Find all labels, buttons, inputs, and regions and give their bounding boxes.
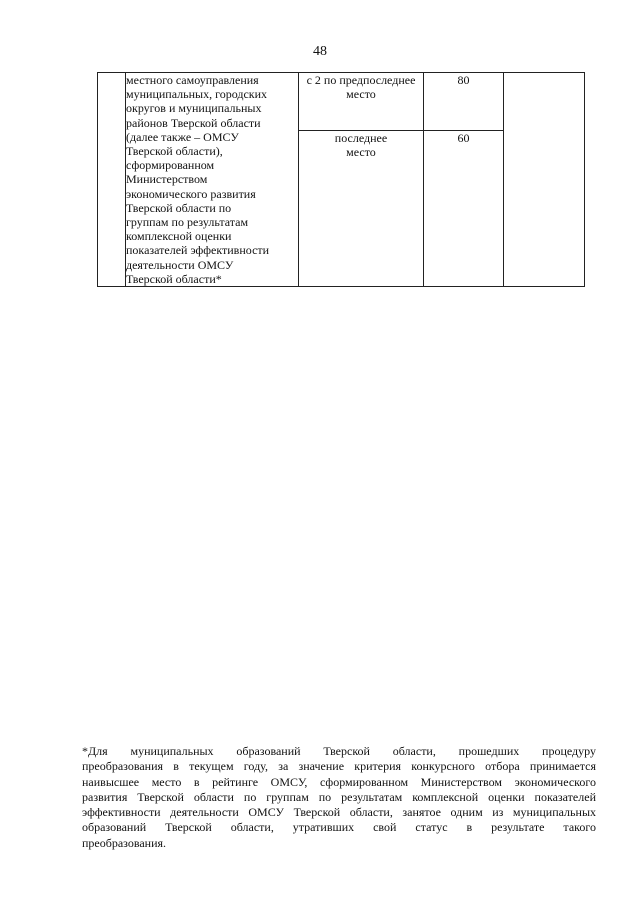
criterion-line: Тверской области), (126, 144, 223, 159)
score-cell: 60 (424, 131, 504, 287)
criterion-line: (далее также – ОМСУ (126, 129, 239, 144)
place-line: место (346, 87, 376, 102)
criterion-line: местного самоуправления (126, 73, 259, 87)
footnote-line: развития Тверской области по группам по результатам комплексной оценки показателей (82, 789, 596, 804)
criterion-line: Тверской области* (126, 271, 222, 286)
footnote-line: эффективности деятельности ОМСУ Тверской области, занятое одним из муниципальных (82, 805, 596, 820)
footnote-line: наивысшее место в рейтинге ОМСУ, сформированном Министерством экономического (82, 774, 596, 789)
criterion-line: районов Тверской области (126, 115, 261, 130)
page-number: 48 (313, 44, 327, 59)
place-line: с 2 по предпоследнее (306, 73, 416, 87)
criterion-line: муниципальных, городских (126, 87, 268, 102)
number-cell (98, 73, 126, 287)
criterion-line: округов и муниципальных (126, 101, 262, 116)
criterion-line: Министерством (126, 172, 208, 187)
footnote-line: образований Тверской области, утративших свой статус в результате такого (82, 820, 596, 835)
footnote-line: преобразования. (82, 835, 167, 850)
criterion-line: показателей эффективности (126, 243, 270, 258)
footnote (82, 744, 596, 851)
place-cell (299, 131, 424, 287)
criteria-table (97, 72, 585, 287)
footnote-line: *Для муниципальных образований Тверской области, прошедших процедуру (82, 744, 596, 758)
place-line: последнее (334, 131, 388, 145)
criterion-line: экономического развития (126, 186, 256, 201)
place-line: место (346, 145, 376, 160)
criterion-line: деятельности ОМСУ (126, 257, 234, 272)
place-cell (299, 73, 424, 131)
score-cell: 80 (424, 73, 504, 131)
empty-cell (504, 73, 585, 287)
criterion-line: комплексной оценки (126, 229, 232, 244)
table-row (98, 73, 585, 131)
criterion-line: Тверской области по (126, 200, 232, 215)
footnote-line: преобразования в текущем году, за значение критерия конкурсного отбора принимается (82, 759, 596, 774)
criterion-line: группам по результатам (126, 215, 249, 230)
criterion-line: сформированном (126, 158, 215, 173)
criterion-name-cell (126, 73, 299, 287)
